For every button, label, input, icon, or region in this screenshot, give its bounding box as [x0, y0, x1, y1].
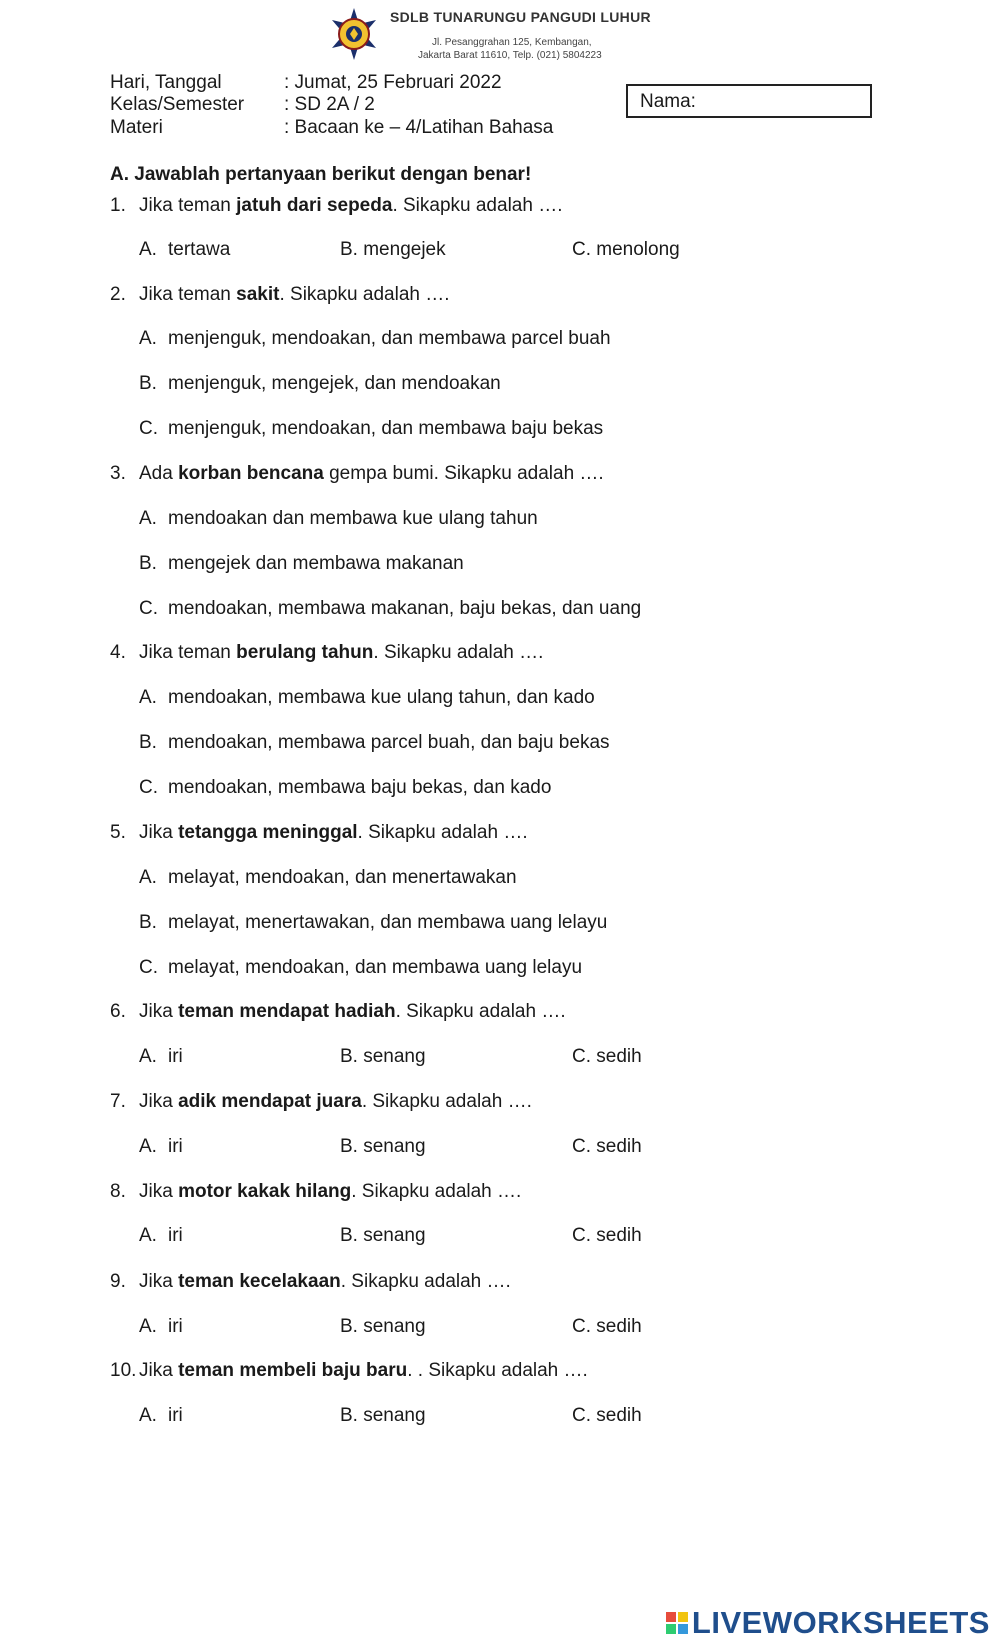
- question-3: 3. Ada korban bencana gempa bumi. Sikapku adalah ….: [110, 463, 604, 484]
- question-number: 2.: [110, 284, 126, 305]
- question-number: 9.: [110, 1271, 126, 1292]
- question-number: 1.: [110, 195, 126, 216]
- school-address-line2: Jakarta Barat 11610, Telp. (021) 5804223: [418, 50, 602, 61]
- option-3a[interactable]: A. mendoakan dan membawa kue ulang tahun: [139, 508, 538, 529]
- option-7c[interactable]: C. sedih: [572, 1136, 642, 1157]
- option-2c[interactable]: C. menjenguk, mendoakan, dan membawa baju bekas: [139, 418, 604, 439]
- question-2: 2. Jika teman sakit. Sikapku adalah ….: [110, 284, 450, 305]
- option-7a[interactable]: A. iri: [139, 1136, 183, 1157]
- question-number: 3.: [110, 463, 126, 484]
- option-6b[interactable]: B. senang: [340, 1046, 426, 1067]
- option-5a[interactable]: A. melayat, mendoakan, dan menertawakan: [139, 867, 517, 888]
- school-address-line1: Jl. Pesanggrahan 125, Kembangan,: [432, 37, 592, 48]
- material-label: Materi: [110, 117, 163, 138]
- liveworksheets-logo-icon: [665, 1611, 689, 1635]
- question-10: 10. Jika teman membeli baju baru. . Sikapku adalah ….: [110, 1360, 588, 1381]
- option-2a[interactable]: A. menjenguk, mendoakan, dan membawa parcel buah: [139, 328, 611, 349]
- school-name: SDLB TUNARUNGU PANGUDI LUHUR: [390, 9, 651, 25]
- question-number: 10.: [110, 1360, 137, 1381]
- option-6c[interactable]: C. sedih: [572, 1046, 642, 1067]
- option-10a[interactable]: A. iri: [139, 1405, 183, 1426]
- school-emblem-icon: [326, 6, 382, 62]
- question-keyword: jatuh dari sepeda: [236, 195, 393, 216]
- question-keyword: berulang tahun: [236, 642, 374, 663]
- option-9c[interactable]: C. sedih: [572, 1316, 642, 1337]
- question-9: 9. Jika teman kecelakaan. Sikapku adalah ….: [110, 1271, 511, 1292]
- question-keyword: motor kakak hilang: [178, 1181, 352, 1202]
- question-number: 8.: [110, 1181, 126, 1202]
- option-1b[interactable]: B. mengejek: [340, 239, 446, 260]
- question-number: 5.: [110, 822, 126, 843]
- liveworksheets-wordmark: LIVEWORKSHEETS: [691, 1605, 990, 1640]
- question-keyword: teman membeli baju baru: [178, 1360, 408, 1381]
- question-keyword: teman kecelakaan: [178, 1271, 341, 1292]
- class-label: Kelas/Semester: [110, 94, 245, 115]
- liveworksheets-brand[interactable]: [665, 1605, 990, 1641]
- question-keyword: korban bencana: [178, 463, 324, 484]
- question-1: [110, 195, 562, 217]
- question-5: 5. Jika tetangga meninggal. Sikapku adalah ….: [110, 822, 528, 843]
- question-keyword: sakit: [236, 284, 280, 305]
- question-keyword: adik mendapat juara: [178, 1091, 362, 1112]
- question-keyword: teman mendapat hadiah: [178, 1001, 396, 1022]
- option-3c[interactable]: C. mendoakan, membawa makanan, baju bekas, dan uang: [139, 598, 642, 619]
- option-4c[interactable]: C. mendoakan, membawa baju bekas, dan kado: [139, 777, 552, 798]
- option-9b[interactable]: B. senang: [340, 1316, 426, 1337]
- option-4a[interactable]: A. mendoakan, membawa kue ulang tahun, dan kado: [139, 687, 595, 708]
- option-7b[interactable]: B. senang: [340, 1136, 426, 1157]
- option-10b[interactable]: B. senang: [340, 1405, 426, 1426]
- date-value: : Jumat, 25 Februari 2022: [284, 72, 502, 93]
- option-2b[interactable]: B. menjenguk, mengejek, dan mendoakan: [139, 373, 501, 394]
- question-7: 7. Jika adik mendapat juara. Sikapku adalah ….: [110, 1091, 532, 1112]
- question-number: 6.: [110, 1001, 126, 1022]
- option-8a[interactable]: A. iri: [139, 1225, 183, 1246]
- question-keyword: tetangga meninggal: [178, 822, 358, 843]
- option-5c[interactable]: C. melayat, mendoakan, dan membawa uang lelayu: [139, 957, 583, 978]
- question-6: 6. Jika teman mendapat hadiah. Sikapku adalah ….: [110, 1001, 566, 1022]
- option-1a[interactable]: A. tertawa: [139, 239, 231, 260]
- name-label: Nama:: [640, 91, 696, 112]
- option-8b[interactable]: B. senang: [340, 1225, 426, 1246]
- date-label: Hari, Tanggal: [110, 72, 222, 93]
- question-number: 4.: [110, 642, 126, 663]
- option-10c[interactable]: C. sedih: [572, 1405, 642, 1426]
- option-8c[interactable]: C. sedih: [572, 1225, 642, 1246]
- question-text: Jika teman: [139, 195, 237, 216]
- option-4b[interactable]: B. mendoakan, membawa parcel buah, dan baju bekas: [139, 732, 610, 753]
- question-8: 8. Jika motor kakak hilang. Sikapku adalah ….: [110, 1181, 522, 1202]
- option-5b[interactable]: B. melayat, menertawakan, dan membawa uang lelayu: [139, 912, 608, 933]
- material-value: : Bacaan ke – 4/Latihan Bahasa: [284, 117, 554, 138]
- question-text: . Sikapku adalah ….: [392, 195, 563, 216]
- option-1c[interactable]: C. menolong: [572, 239, 680, 260]
- section-heading: A. Jawablah pertanyaan berikut dengan benar!: [110, 164, 532, 185]
- option-9a[interactable]: A. iri: [139, 1316, 183, 1337]
- question-number: 7.: [110, 1091, 126, 1112]
- question-4: 4. Jika teman berulang tahun. Sikapku adalah ….: [110, 642, 544, 663]
- option-6a[interactable]: A. iri: [139, 1046, 183, 1067]
- class-value: : SD 2A / 2: [284, 94, 375, 115]
- name-field[interactable]: [626, 84, 872, 118]
- option-3b[interactable]: B. mengejek dan membawa makanan: [139, 553, 464, 574]
